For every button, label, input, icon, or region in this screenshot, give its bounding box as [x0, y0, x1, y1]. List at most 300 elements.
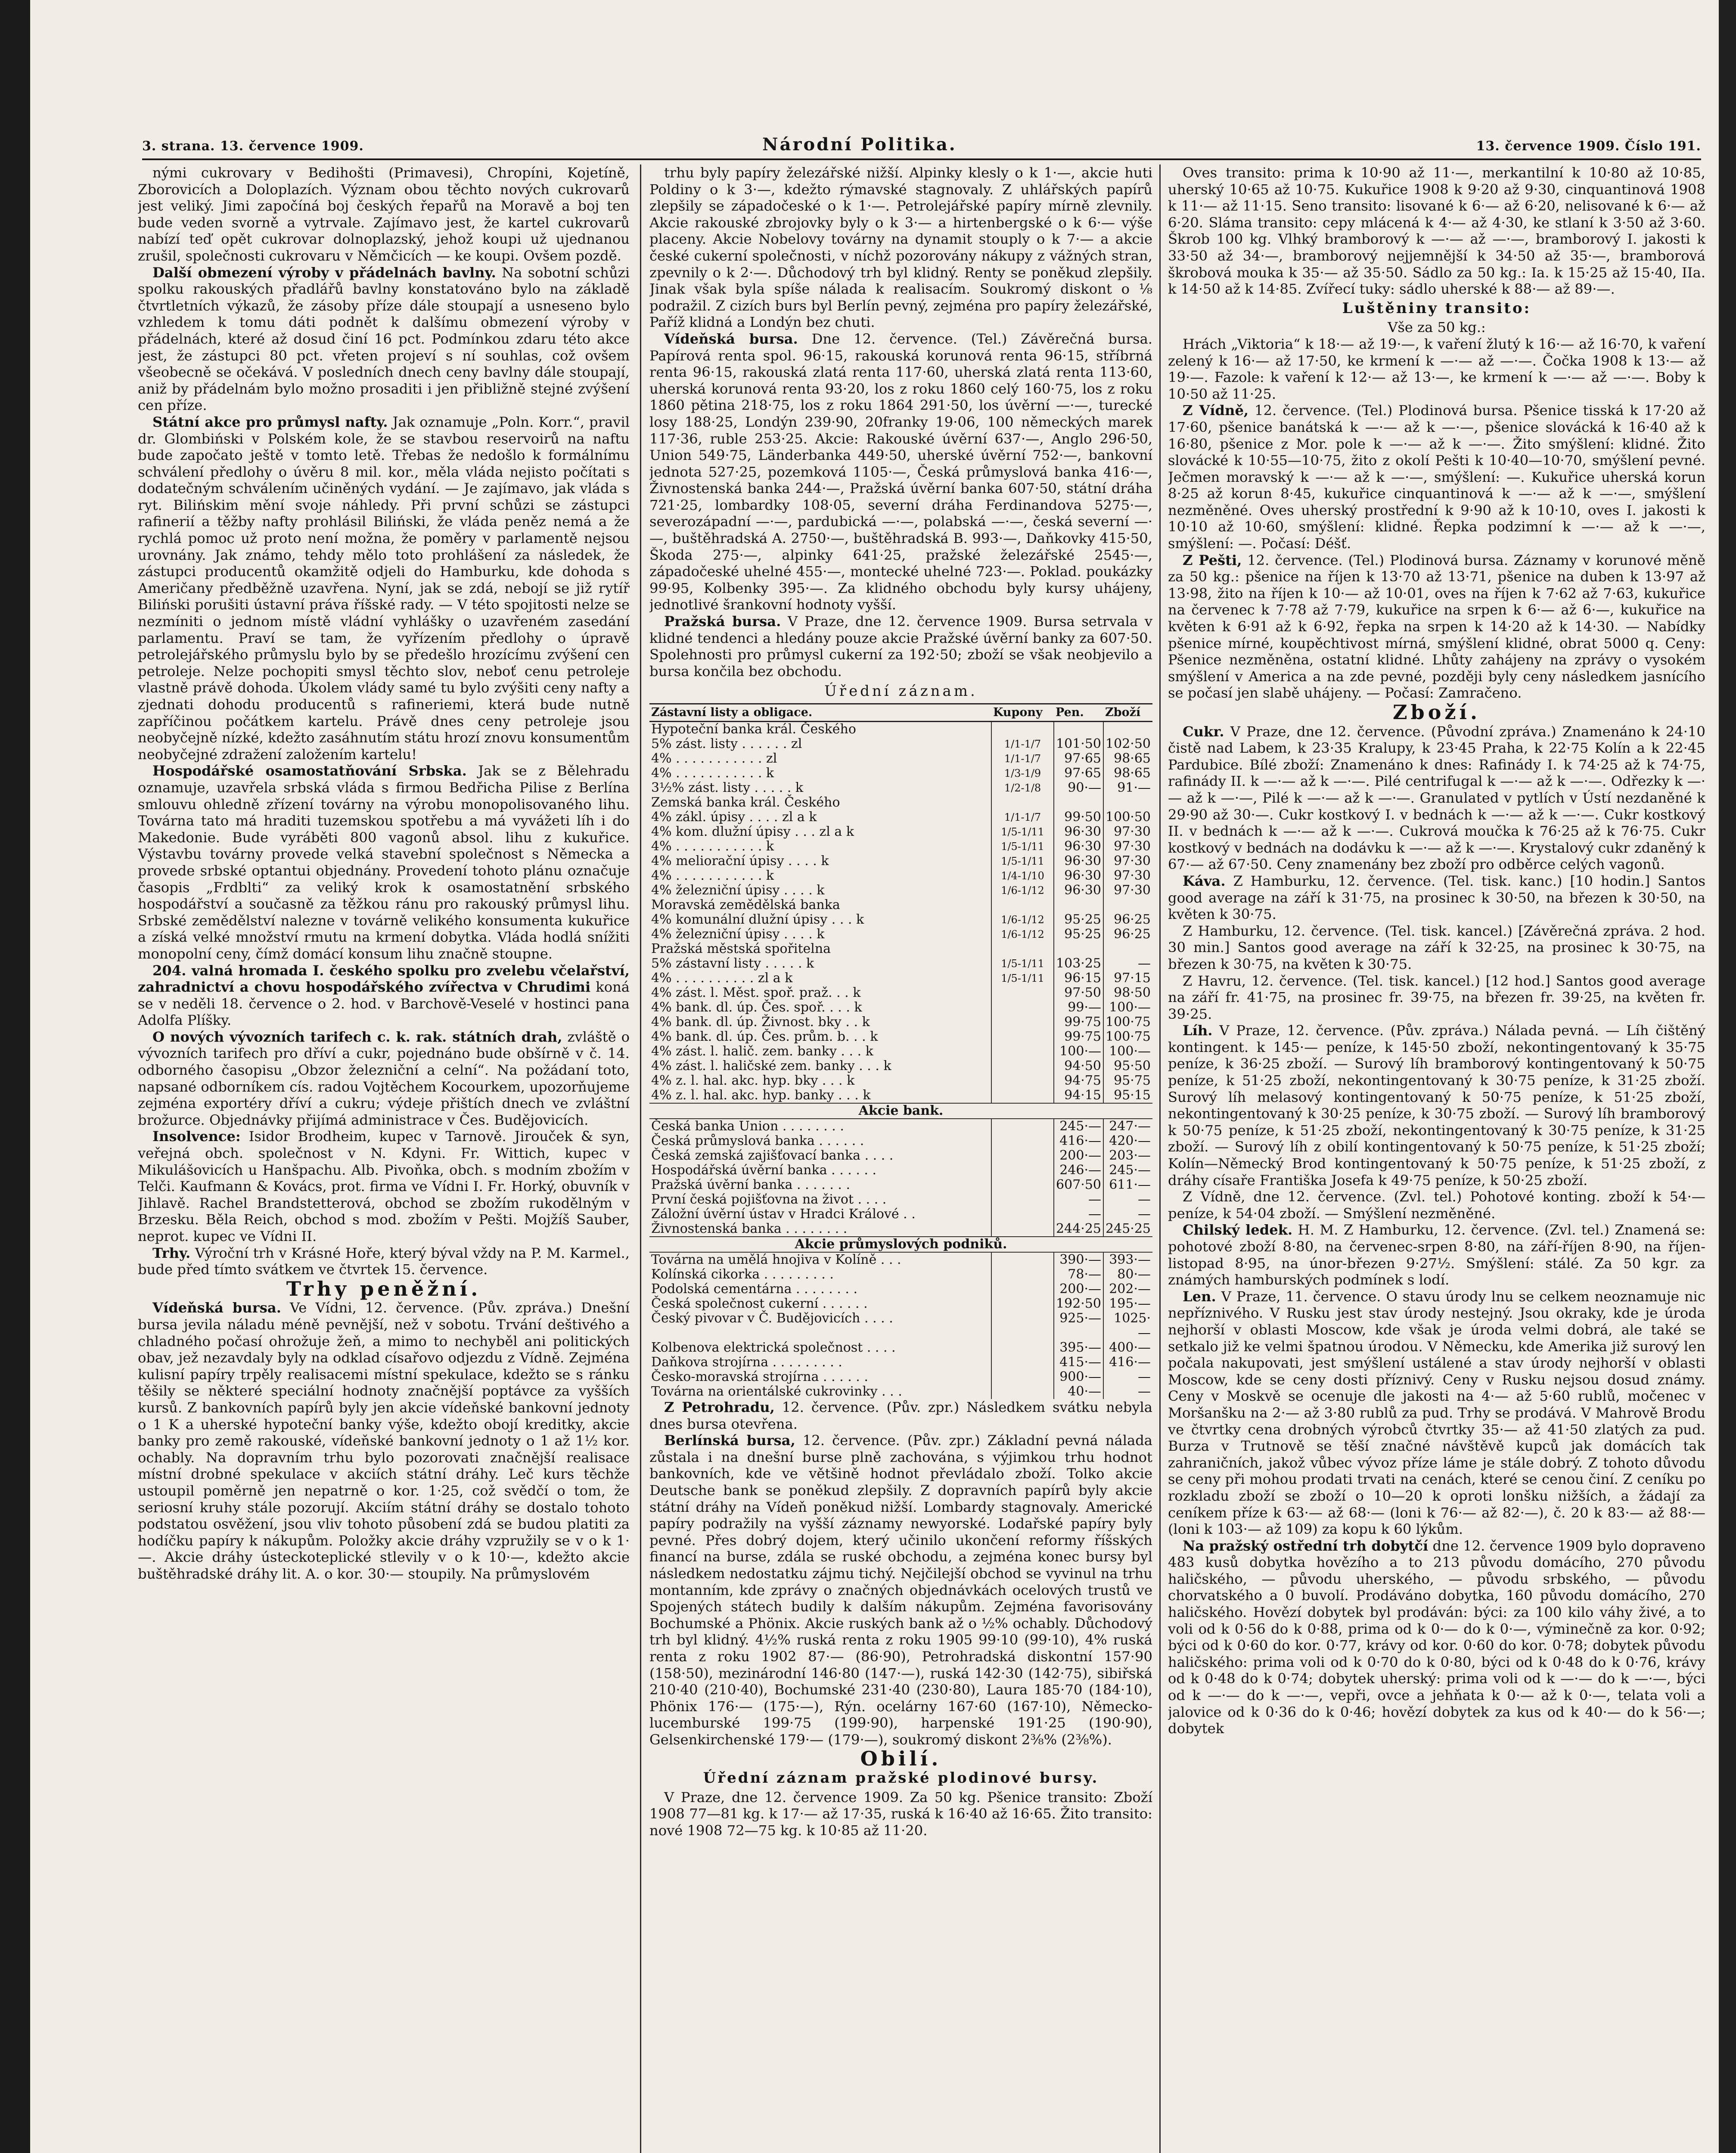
- bid-price-cell: 900·—: [1054, 1370, 1103, 1384]
- ask-price-cell: 96·25: [1103, 927, 1152, 942]
- table-row: [649, 971, 1152, 986]
- ask-price-cell: 97·30: [1103, 825, 1152, 839]
- security-name-cell: Hospodářská úvěrní banka . . . . . .: [651, 1163, 877, 1178]
- table-header-cell: Zástavní listy a obligace.: [649, 704, 991, 722]
- coupon-cell: [991, 1178, 1054, 1192]
- article-body: Jak oznamuje „Poln. Korr.“, pravil dr. Glombiński v Polském kole, že se stavbou reservoirů na naftu bude započato ještě v tomto letě. Třebas že nedošlo k formálnímu schválení předlohy o úvěru 8 mil. kor., měla vláda nejisto počítati s dodatečným schválením učiněných vydání. — Je zajímavo, jak vláda s ryt. Bilińskim mění svoje náhledy. Při první schůzi se zástupci rafinerií a těžby nafty prohlásil Biliński, že vláda peněz nemá a že rychlá pomoc už proto není možna, že poměry v parlamentě nejsou urovnány. Jak známo, tehdy mělo toto prohlášení za následek, že zástupci producentů okamžitě odjeli do Hamburku, kde dohoda s Američany předběžně uzavřena. Nyní, jak se zdá, nebojí se již rytíř Biliński porušiti ústavní práva říšské rady. — V této spojitosti nelze se nezmíniti o jednom místě vládní vyhlášky o uzavřeném zasedání parlamentu. Praví se tam, že vyřízením předlohy o úpravě petrolejářského průmyslu bylo by se předešlo hrozícímu zvýšení cen petroleje. Nelze pochopiti smysl těchto slov, neboť cenu petroleje vlastně právě dohoda. Úkolem vlády samé tu bylo zvýšiti ceny nafty a zjednati dohodu producentů s rafineriemi, která bude nutně zapříčinou počátkem kartelu. Právě dnes ceny petroleje jsou neobyčejně nízké, kdežto zasáhnutím státu hrozí znovu konsumentům neobyčejné zdražení založením kartelu!: [138, 413, 630, 763]
- bid-price-cell: [1054, 942, 1103, 956]
- coupon-cell: [991, 1207, 1054, 1222]
- table-row: [649, 869, 1152, 883]
- section-heading-obili: Obilí.: [860, 1747, 942, 1771]
- ask-price-cell: 80·—: [1103, 1267, 1152, 1282]
- coupon-cell: [991, 1163, 1054, 1178]
- ask-price-cell: 97·30: [1103, 883, 1152, 898]
- ask-price-cell: 102·50: [1103, 737, 1152, 751]
- bid-price-cell: 101·50: [1054, 737, 1103, 751]
- article-bavlna: [138, 264, 630, 414]
- coupon-cell: [991, 722, 1054, 737]
- article-lusteniny: Hrách „Viktoria“ k 18·— až 19·—, k vaření žlutý k 16·— až 16·70, k vaření zelený k 16·— až 17·50, ke krmení k —·— až —·—. Čočka 1908 k 13·— až 19·—. Fazole: k vaření k 12·— až 13·—, ke krmení k —·— až —·—. Boby k 10·50 až 11·25.: [1168, 335, 1705, 402]
- securities-table: [649, 703, 1152, 1399]
- bid-price-cell: —: [1054, 1192, 1103, 1207]
- table-row: [649, 898, 1152, 912]
- article-body: 12. července. (Pův. zpr.) Následkem svátku nebyla dnes bursa otevřena.: [649, 1399, 1152, 1432]
- ask-price-cell: 195·—: [1103, 1297, 1152, 1311]
- table-row: [649, 781, 1152, 795]
- coupon-cell: [991, 1282, 1054, 1297]
- table-row: [649, 1148, 1152, 1163]
- security-name-cell: 4% zást. l. Měst. spoř. praž. . . k: [651, 985, 861, 1000]
- article-insolvence: [138, 1128, 630, 1244]
- ask-price-cell: 416·—: [1103, 1355, 1152, 1370]
- table-row: [649, 1119, 1152, 1134]
- table-row: [649, 1207, 1152, 1222]
- article-chilsky-ledek: [1168, 1222, 1705, 1288]
- table-row: [649, 1355, 1152, 1370]
- security-name-cell: 4% zást. l. haličské zem. banky . . . k: [651, 1058, 891, 1073]
- column-divider: [640, 164, 641, 2153]
- coupon-cell: [991, 1015, 1054, 1030]
- coupon-cell: [991, 1073, 1054, 1088]
- table-row: [649, 1000, 1152, 1015]
- ask-price-cell: 97·30: [1103, 854, 1152, 869]
- coupon-cell: 1/6-1/12: [991, 912, 1054, 927]
- table-row: [649, 1384, 1152, 1399]
- ask-price-cell: 400·—: [1103, 1340, 1152, 1355]
- bid-price-cell: 246·—: [1054, 1163, 1103, 1178]
- article-obili: V Praze, dne 12. července 1909. Za 50 kg. Pšenice transito: Zboží 1908 77—81 kg. k 17·— až 17·35, ruská k 16·40 až 16·65. Žito transito: nové 1908 72—75 kg. k 10·85 až 11·20.: [649, 1789, 1152, 1839]
- security-name-cell: 4% zást. l. halič. zem. banky . . . k: [651, 1044, 873, 1059]
- table-row: [649, 854, 1152, 869]
- article-lih: [1168, 1022, 1705, 1188]
- column-3: [1168, 164, 1705, 2153]
- bid-price-cell: 416·—: [1054, 1134, 1103, 1148]
- article-body: Isidor Brodheim, kupec v Tarnově. Jirouček & syn, veřejná obch. společnost v N. Kdyni. Fr. Wittich, kupec v Mikulášovicích u Hanšpachu. Alb. Pivoňka, obch. s modním zbožím v Telči. Kaufmann & Kovács, prot. firma ve Vídni I. Fr. Horký, obuvník v Jihlavě. Rachel Brandstetterová, obchod se zbožím rukodělným v Brzesku. Běla Reich, obchod s mod. zbožím v Pešti. Mojžíš Sauber, neprot. kupec ve Vídni II.: [138, 1128, 630, 1244]
- article-dobytci-trh: [1168, 1538, 1705, 1737]
- ask-price-cell: 98·50: [1103, 986, 1152, 1000]
- ask-price-cell: [1103, 722, 1152, 737]
- table-row: [649, 737, 1152, 751]
- article-title: Káva.: [1183, 872, 1226, 889]
- security-name-cell: Továrna na orientálské cukrovinky . . .: [651, 1384, 902, 1399]
- security-name-cell: 4% železniční úpisy . . . . k: [651, 883, 825, 898]
- security-name-cell: Záložní úvěrní ústav v Hradci Králové . .: [651, 1207, 916, 1222]
- coupon-cell: [991, 1119, 1054, 1134]
- ask-price-cell: —: [1103, 1384, 1152, 1399]
- table-row: [649, 1134, 1152, 1148]
- newspaper-title: Národní Politika.: [762, 134, 957, 155]
- bid-price-cell: 244·25: [1054, 1222, 1103, 1237]
- table-row: [649, 1297, 1152, 1311]
- table-row: [649, 927, 1152, 942]
- bid-price-cell: [1054, 722, 1103, 737]
- ask-price-cell: 97·30: [1103, 869, 1152, 883]
- article-kava-havre: Z Havru, 12. července. (Tel. tisk. kancel.) [12 hod.] Santos good average na září fr. 41·75, na prosinec fr. 39·75, na březen fr. 39·25, na květen fr. 39·25.: [1168, 972, 1705, 1022]
- coupon-cell: [991, 1222, 1054, 1237]
- coupon-cell: [991, 795, 1054, 810]
- bid-price-cell: 99·75: [1054, 1015, 1103, 1030]
- ask-price-cell: [1103, 795, 1152, 810]
- article-body: Na sobotní schůzi spolku rakouských přadlářů bavlny konstatováno bylo na základě čtvrtletních výkazů, že zásoby příze dále stoupají a usneseno bylo vzhledem k tomu dáti podnět k dalšímu obmezení výroby v přádelnách, které až dosud činí 16 pct. Podmínkou zdaru této akce jest, že zástupci 80 pct. vřeten projeví s ní souhlas, což ovšem všeobecně se očekává. V posledních dnech ceny bavlny dále stoupají, aniž by přádelnám bylo možno prosaditi i jen přibližně stejné zvýšení cen příze.: [138, 264, 630, 414]
- bid-price-cell: 415·—: [1054, 1355, 1103, 1370]
- security-name-cell: Pražská úvěrní banka . . . . . . .: [651, 1177, 851, 1192]
- article-title: Líh.: [1183, 1022, 1213, 1039]
- ask-price-cell: 100·50: [1103, 810, 1152, 825]
- ask-price-cell: —: [1103, 1207, 1152, 1222]
- coupon-cell: [991, 1192, 1054, 1207]
- security-name-cell: 4% bank. dl. úp. Živnost. bky . . k: [651, 1014, 870, 1030]
- bid-price-cell: 96·15: [1054, 971, 1103, 986]
- coupon-cell: [991, 1044, 1054, 1059]
- bid-price-cell: 395·—: [1054, 1340, 1103, 1355]
- security-name-cell: Česká banka Union . . . . . . . .: [651, 1119, 844, 1134]
- security-name-cell: Česká průmyslová banka . . . . . .: [651, 1133, 864, 1148]
- article-title: Hospodářské osamostatňování Srbska.: [152, 763, 467, 779]
- security-name-cell: 4% bank. dl. úp. Čes. spoř. . . . k: [651, 1000, 862, 1015]
- coupon-cell: 1/5-1/11: [991, 825, 1054, 839]
- security-name-cell: Továrna na umělá hnojiva v Kolíně . . .: [651, 1252, 901, 1267]
- security-name-cell: První česká pojišťovna na život . . . .: [651, 1192, 887, 1207]
- bid-price-cell: 100·—: [1054, 1044, 1103, 1059]
- bid-price-cell: 99·75: [1054, 1030, 1103, 1044]
- ask-price-cell: —: [1103, 1370, 1152, 1384]
- column-1: [138, 164, 630, 2153]
- article-body: 12. července. (Tel.) Plodinová bursa. Záznamy v korunové měně za 50 kg.: pšenice na říjen k 13·70 až 13·71, pšenice na duben k 13·97 až 13·98, žito na říjen k 10·— až 10·01, oves na říjen k 7·62 až 7·63, kukuřice na červenec k 7·78 až 7·79, kukuřice na srpen k 6·— až 6·—, kukuřice na květen k 6·91 až k 6·92, řepka na srpen k 14·20 až k 14·30. — Nabídky pšenice mírné, koupěchtivost mírná, smýšlení klidné, obrat 5000 q. Ceny: Pšenice nezměněna, ostatní klidné. Lhůty zahájeny na zprávy o vysokém smýšlení v America a na zde pevné, později byly ceny následkem jasnícího se počasí jen slabě uhájeny. — Počasí: Zamračeno.: [1168, 552, 1705, 701]
- article-body: zvláště o vývozních tarifech pro dříví a cukr, pojednáno bude obšírně v č. 14. odborného časopisu „Obzor železniční a celní“. Na požádaní toto, napsané odborníkem cís. radou Vojtěchem Kocourkem, upozorňujeme zejména exportéry dříví a cukru; výdeje přištích dnech ve zvláštní brožurce. Objednávky přijímá administrace v Čes. Budějovicích.: [138, 1028, 630, 1128]
- bid-price-cell: 96·30: [1054, 869, 1103, 883]
- security-name-cell: Kolínská cikorka . . . . . . . . .: [651, 1267, 834, 1282]
- table-row: [649, 1103, 1152, 1119]
- table-row: [649, 1192, 1152, 1207]
- bid-price-cell: 103·25: [1054, 956, 1103, 971]
- coupon-cell: 1/1-1/7: [991, 751, 1054, 766]
- article-body: dne 12. července 1909 bylo dopraveno 483 kusů dobytka hovězího a to 213 původu domácího, 270 původu haličského, — původu uherského, — původu srbského, — původu chorvatského a 0 buvolí. Prodáváno dobytka, 160 původu domácího, 270 haličského. Hovězí dobytek byl prodáván: býci: za 100 kilo váhy živé, a to voli od k 0·56 do k 0·88, prima od k 0·— do k 0·—, výminečně za kor. 0·92; býci od k 0·60 do kor. 0·77, krávy od kor. 0·60 do kor. 0·78; dobytek původu haličského: prima voli od k 0·70 do k 0·80, býci od k 0·48 do k 0·76, krávy od k 0·48 do k 0·74; dobytek uherský: prima voli od k —·— do k —·—, býci od k —·— do k —·—, vepři, ovce a jehňata k 0·— až k 0·—, telata voli a jalovice od k 0·36 do k 0·46; hovězí dobytek za kus od k 40·— do k 56·—; dobytek: [1168, 1537, 1705, 1737]
- ask-price-cell: 245·—: [1103, 1163, 1152, 1178]
- article-title: Vídeňská bursa.: [152, 1300, 281, 1316]
- table-row: [649, 1222, 1152, 1237]
- coupon-cell: 1/2-1/8: [991, 781, 1054, 795]
- security-name-cell: Kolbenova elektrická společnost . . . .: [651, 1340, 896, 1355]
- security-name-cell: 4% . . . . . . . . . . . k: [651, 839, 774, 854]
- ask-price-cell: 97·30: [1103, 839, 1152, 854]
- security-name-cell: Pražská městská spořitelna: [651, 941, 831, 956]
- ask-price-cell: 420·—: [1103, 1134, 1152, 1148]
- table-row: [649, 795, 1152, 810]
- security-name-cell: Hypoteční banka král. Českého: [651, 722, 856, 737]
- bid-price-cell: 78·—: [1054, 1267, 1103, 1282]
- security-name-cell: Podolská cementárna . . . . . . . .: [651, 1281, 858, 1297]
- security-name-cell: 4% . . . . . . . . . . . k: [651, 868, 774, 883]
- security-name-cell: Česká společnost cukerní . . . . . .: [651, 1296, 868, 1311]
- coupon-cell: [991, 986, 1054, 1000]
- coupon-cell: [991, 1370, 1054, 1384]
- coupon-cell: 1/4-1/10: [991, 869, 1054, 883]
- ask-price-cell: —: [1103, 956, 1152, 971]
- bid-price-cell: 97·50: [1054, 986, 1103, 1000]
- table-row: [649, 839, 1152, 854]
- ask-price-cell: 96·25: [1103, 912, 1152, 927]
- table-row: [649, 810, 1152, 825]
- bid-price-cell: 390·—: [1054, 1252, 1103, 1267]
- coupon-cell: 1/3-1/9: [991, 766, 1054, 781]
- bid-price-cell: 96·30: [1054, 854, 1103, 869]
- security-name-cell: 4% zákl. úpisy . . . . zl a k: [651, 810, 817, 825]
- table-section-heading: Akcie průmyslových podniků.: [649, 1237, 1152, 1252]
- table-row: [649, 1282, 1152, 1297]
- article-valna-hromada: [138, 962, 630, 1029]
- article-title: Z Vídně,: [1183, 402, 1249, 419]
- security-name-cell: Česká zemská zajišťovací banka . . . .: [651, 1148, 894, 1163]
- security-name-cell: 4% z. l. hal. akc. hyp. bky . . . k: [651, 1073, 855, 1088]
- article-body: Dne 12. července. (Tel.) Závěrečná bursa. Papírová renta spol. 96·15, rakouská korunová renta 96·15, stříbrná renta 96·15, rakouská zlatá renta 117·60, uherská zlatá renta 113·60, uherská korunová renta 93·20, los z roku 1860 celý 160·75, los z roku 1860 pětina 218·75, los z roku 1864 291·50, los úvěrní —·—, turecké losy 188·25, Londýn 239·90, 20franky 19·06, 100 německých marek 117·36, ruble 253·25. Akcie: Rakouské úvěrní 637·—, Anglo 296·50, Union 549·75, Länderbanka 449·50, uherské úvěrní 752·—, bankovní jednota 527·25, pozemková 1105·—, Česká průmyslová banka 416·—, Živnostenská banka 244·—, Pražská úvěrní banka 607·50, státní dráha 721·25, lombardky 108·05, severní dráha Ferdinandova 5275·—, severozápadní —·—, pardubická —·—, polabská —·—, česká severní —·—, buštěhradská A. 2750·—, buštěhradská B. 993·—, Daňkovky 415·50, Škoda 275·—, alpinky 641·25, pražské železářské 2545·—, západočeské uhelné 455·—, montecké uhelné 723·—. Poklad. poukázky 99·95, Kolbenky 395·—. Za klidného obchodu byly kursy uhájeny, jednotlivé šrankovní hodnoty vyšší.: [649, 330, 1152, 613]
- bid-price-cell: 200·—: [1054, 1282, 1103, 1297]
- coupon-cell: [991, 898, 1054, 912]
- article-petrohrad: [649, 1399, 1152, 1432]
- ask-price-cell: 202·—: [1103, 1282, 1152, 1297]
- ask-price-cell: 95·50: [1103, 1059, 1152, 1073]
- ask-price-cell: 100·75: [1103, 1015, 1152, 1030]
- article-title: Státní akce pro průmysl nafty.: [152, 413, 388, 430]
- coupon-cell: [991, 1311, 1054, 1340]
- ask-price-cell: 95·15: [1103, 1088, 1152, 1103]
- article-z-vidne: [1168, 402, 1705, 552]
- coupon-cell: [991, 1148, 1054, 1163]
- article-lih-viden: Z Vídně, dne 12. července. (Zvl. tel.) Pohotové konting. zboží k 54·— peníze, k 54·04 zboží. — Smýšlení nezměněné.: [1168, 1188, 1705, 1222]
- article-title: O nových vývozních tarifech c. k. rak. státních drah,: [152, 1028, 562, 1045]
- table-row: [649, 912, 1152, 927]
- coupon-cell: [991, 1134, 1054, 1148]
- ask-price-cell: [1103, 942, 1152, 956]
- ask-price-cell: 97·15: [1103, 971, 1152, 986]
- ask-price-cell: 611·—: [1103, 1178, 1152, 1192]
- article-title: Z Pešti,: [1183, 552, 1242, 568]
- article-oves-transito: Oves transito: prima k 10·90 až 11·—, merkantilní k 10·80 až 10·85, uherský 10·65 až 10·75. Kukuřice 1908 k 9·20 až 9·30, cinquantinová 1908 k 11·— až 11·15. Seno transito: lisované k 6·— až 6·20, nelisované k 6·— až 6·20. Sláma transito: cepy mlácená k 4·— až 4·30, ke stlaní k 3·50 až 3·60. Škrob 100 kg. Vlhký bramborový k —·— až —·—, bramborový I. jakosti k 33·50 až 34·—, bramborový nejjemnější k 34·50 až 35·—, bramborová škrobová mouka k 35·— až 35·50. Sádlo za 50 kg.: Ia. k 15·25 až 15·40, IIa. k 14·50 až k 14·85. Zvířecí tuky: sádlo uherské k 88·— až 89·—.: [1168, 164, 1705, 298]
- coupon-cell: [991, 1267, 1054, 1282]
- coupon-cell: 1/5-1/11: [991, 839, 1054, 854]
- table-row: [649, 1044, 1152, 1059]
- article-nafta: [138, 414, 630, 763]
- article-title: 204. valná hromada I. českého spolku pro zvelebu včelařství, zahradnictví a chovu hospodářského zvířectva v Chrudimi: [138, 962, 630, 996]
- subheading-lusteniny: Luštěniny transito:: [1342, 299, 1531, 317]
- article-body: V Praze, 11. července. O stavu úrody lnu se celkem neoznamuje nic nepříznivého. V Rusku jest stav úrody nestejný. Jsou okraky, kde je úroda nejhorší v oblasti Moscow, kde však je úroda velmi dobrá, ale také se setkalo již ke velmi špatnou úrodou. V Německu, kde Amerika již surový len počala nakupovati, jest smýšlení ustálené a stav úrody nejhorší v oblasti Moscow, kde se ceny dosti příznivý. Ceny v Rusku nejsou dosud známy. Ceny v Moskvě se ocenuje dle jakosti na 4·— až 5·60 rublů, močenec v Moršanšku na 2·— až 3·80 rublů za pud. Trhy se prodává. V Mahrově Brodu ve čtvrtky cena drobných výrobců čtvrtky 35·— až 41·50 zlatých za pud. Burza v Trutnově se těší značné návštěvě kupců jak domácích tak zahraničních, jakož vůbec vývoz příze láme je stále dobrý. Z tohoto důvodu se ceny při mohou prodati trvati na cenách, které se cenou činí. Z ceníku po rozkladu zboží se zboží o 10—20 k oproti lonšku nižších, a žádají za ceníkem příze k 63·— až 68·— (loni k 76·— až 82·—), č. 20 k 83·— až 88·— (loni k 103·— až 109) za kopu k 60 lýkům.: [1168, 1288, 1705, 1538]
- security-name-cell: 5% zást. listy . . . . . . zl: [651, 736, 802, 751]
- table-row: [649, 722, 1152, 737]
- ask-price-cell: 245·25: [1103, 1222, 1152, 1237]
- coupon-cell: 1/1-1/7: [991, 737, 1054, 751]
- article-body: Výroční trh v Krásné Hoře, který býval vždy na P. M. Karmel., bude před tímto svátkem ve čtvrtek 15. července.: [138, 1244, 630, 1278]
- security-name-cell: 4% komunální dlužní úpisy . . . k: [651, 912, 864, 927]
- security-name-cell: Živnostenská banka . . . . . . . .: [651, 1221, 848, 1236]
- article-tarify: [138, 1029, 630, 1129]
- article-title: Vídeňská bursa.: [664, 330, 798, 347]
- bid-price-cell: —: [1054, 1207, 1103, 1222]
- header-date-left: 3. strana. 13. července 1909.: [142, 139, 364, 154]
- article-trhy: [138, 1245, 630, 1278]
- bid-price-cell: 96·30: [1054, 883, 1103, 898]
- bid-price-cell: [1054, 795, 1103, 810]
- article-body: V Praze, dne 12. července. (Původní zpráva.) Znamenáno k 24·10 čistě nad Labem, k 23·35 Kralupy, k 23·45 Praha, k 22·75 Kolín a k 22·45 Pardubice. Bílé zboží: Znamenáno k dnes: Rafinády I. k 74·25 až k 74·75, rafinády II. k —·— až k —·—. Pilé centrifugal k —·— až k —·—. Odřezky k —·— až k —·—, Pilé k —·— až k —·—. Granulated v pytlích v Ústí nezdaněné k 29·90 až 30·—. Cukr kostkový I. v bednách k —·— až k —·—. Cukr kostkový II. v bednách k —·— až k —·—. Cukrová moučka k 76·25 až k 76·75. Cukr kostkový v bednách na dodávku k —·— až k —·—. Krystalový cukr zdaněný k 67·— až 67·50. Ceny znamenány bez zboží pro odběrce celých vagonů.: [1168, 723, 1705, 873]
- subheading-plodinova-bursa: Úřední záznam pražské plodinové bursy.: [703, 1769, 1099, 1787]
- table-row: [649, 825, 1152, 839]
- table-row: [649, 1088, 1152, 1103]
- security-name-cell: Český pivovar v Č. Budějovicích . . . .: [651, 1311, 893, 1326]
- ask-price-cell: [1103, 898, 1152, 912]
- table-row: [649, 1030, 1152, 1044]
- bid-price-cell: 192·50: [1054, 1297, 1103, 1311]
- ask-price-cell: 203·—: [1103, 1148, 1152, 1163]
- security-name-cell: 4% . . . . . . . . . . . zl: [651, 751, 777, 766]
- ask-price-cell: 98·65: [1103, 751, 1152, 766]
- ask-price-cell: 247·—: [1103, 1119, 1152, 1134]
- security-name-cell: 4% z. l. hal. akc. hyp. banky . . . k: [651, 1088, 871, 1103]
- article-berlinska-bursa: [649, 1432, 1152, 1748]
- article-body: 12. července. (Pův. zpr.) Základní pevná nálada zůstala i na dnešní burse plně zachována, s výjimkou trhu hodnot bankovních, kde ve většině hodnot převládalo zboží. Tolko akcie Deutsche bank se poněkud zlepšily. Z dopravních papírů byly akcie státní dráhy na Vídeň poněkud nižší. Lombardy stagnovaly. Americké papíry podražily na vyšší záznamy newyorské. Lodařské papíry byly pevné. Přes dobrý dojem, který učinilo ukončení reformy říšských financí na burse, zdála se ruské obchodu, a zejména konec bursy byl následkem nedostatku zájmu tichý. Nejčilejší obchod se vyvinul na trhu montanním, kde zprávy o značných objednávkách ocelových trustů ve Spojených státech budily k dalším nákupům. Zejména favorisovány Bochumské a Phönix. Akcie ruských bank až o ½% ochably. Důchodový trh byl klidný. 4½% ruská renta z roku 1905 99·10 (99·10), 4% ruská renta z roku 1902 87·— (86·90), Petrohradská diskontní 157·90 (158·50), mezinárodní 146·80 (147·—), ruská 142·30 (142·75), sibiřská 210·40 (210·40), Bochumské 231·40 (230·80), Laura 185·70 (184·10), Phönix 176·— (175·—), Rýn. ocelárny 167·60 (167·10), Německo-lucemburské 199·75 (199·90), harpenské 191·25 (190·90), Gelsenkirchenské 179·— (179·—), soukromý diskont 2⅜% (2⅜%).: [649, 1432, 1152, 1748]
- table-row: [649, 1311, 1152, 1340]
- ask-price-cell: 95·75: [1103, 1073, 1152, 1088]
- article-title: Na pražský ostřední trh dobytčí: [1183, 1537, 1429, 1554]
- coupon-cell: [991, 1384, 1054, 1399]
- coupon-cell: [991, 1340, 1054, 1355]
- coupon-cell: [991, 1252, 1054, 1267]
- table-row: [649, 766, 1152, 781]
- coupon-cell: 1/6-1/12: [991, 883, 1054, 898]
- bid-price-cell: 99·50: [1054, 810, 1103, 825]
- ask-price-cell: 1025·—: [1103, 1311, 1152, 1340]
- article-body: H. M. Z Hamburku, 12. července. (Zvl. tel.) Znamená se: pohotové zboží 8·80, na červenec-srpen 8·80, na září-říjen 8·90, na říjen-listopad 8·95, na únor-březen 9·27½. Smýšlení: stálé. Za 50 kgr. za známých hamburských podmínek s lodí.: [1168, 1222, 1705, 1288]
- table-row: [649, 1163, 1152, 1178]
- coupon-cell: 1/6-1/12: [991, 927, 1054, 942]
- section-heading-zbozi: Zboží.: [1392, 701, 1481, 724]
- article-prumyslovy-trh: trhu byly papíry železářské nižší. Alpinky klesly o k 1·—, akcie huti Poldiny o k 3·—, kdežto rýmavské stagnovaly. Z uhlářských papírů zlepšily se západočeské o k 1·—. Petrolejářské papíry mírně zlevnily. Akcie rakouské zbrojovky byly o k 3·— a hirtenbergské o k 6·— výše placeny. Akcie Nobelovy továrny na dynamit stouply o k 7·— a akcie české cukerní společnosti, v níchž pozorovány nákupy z vážných stran, zpevnily o k 2·—. Důchodový trh byl klidný. Renty se poněkud zlepšily. Jinak však byla spíše nálada k realisacím. Soukromý diskont o ⅛ podražil. Z cizích burs byl Berlín pevný, zejména pro papíry železářské, Paříž klidná a Londýn bez chuti.: [649, 164, 1152, 331]
- article-videnska-zaverecna: [649, 331, 1152, 613]
- coupon-cell: 1/5-1/11: [991, 956, 1054, 971]
- bid-price-cell: 925·—: [1054, 1311, 1103, 1340]
- table-row: [649, 1059, 1152, 1073]
- article-title: Z Petrohradu,: [664, 1399, 775, 1415]
- article-title: Insolvence:: [152, 1128, 241, 1145]
- bid-price-cell: 96·30: [1054, 839, 1103, 854]
- table-row: [649, 1267, 1152, 1282]
- article-body: 12. července. (Tel.) Plodinová bursa. Pšenice tisská k 17·20 až 17·60, pšenice banátská k —·— až k —·—, pšenice slovácká k 16·40 až k 16·80, pšenice z Mor. pole k —·— až k —·—. Žito smýšlení: klidné. Žito slovácké k 10·55—10·75, žito z okolí Pešti k 10·40—10·70, smýšlení pevné. Ječmen moravský k —·— až k —·—, smýšlení: —. Kukuřice uherská korun 8·25 až korun 8·45, kukuřice cinquantinová k —·— až k —·—, smýšlení nezměněné. Oves uherský prostřední k 9·90 až k 10·10, oves I. jakosti k 10·10 až 10·60, smýšlení: klidné. Řepka podzimní k —·— až k —·—, smýšlení: —. Počasí: Déšť.: [1168, 402, 1705, 552]
- column-2: [649, 164, 1152, 2153]
- table-row: [649, 1340, 1152, 1355]
- scan-border-right: [1719, 0, 1736, 2153]
- bid-price-cell: 94·50: [1054, 1059, 1103, 1073]
- section-heading-trhy-penezni: Trhy peněžní.: [286, 1277, 481, 1300]
- table-row: [649, 1015, 1152, 1030]
- coupon-cell: [991, 1088, 1054, 1103]
- article-srbsko: [138, 763, 630, 962]
- table-row: [649, 942, 1152, 956]
- coupon-cell: 1/5-1/11: [991, 854, 1054, 869]
- security-name-cell: Daňkova strojírna . . . . . . . . .: [651, 1355, 842, 1370]
- article-title: Chilský ledek.: [1183, 1222, 1293, 1238]
- article-body: Jak se z Bělehradu oznamuje, uzavřela srbská vláda s firmou Bedřicha Pilise z Berlína smlouvu ohledně zřízení továrny na výrobu monopolisovaného lihu. Továrna tato má hraditi tuzemskou spotřebu a má vyvážeti líh i do Makedonie. Bude vyráběti 800 vagonů absol. lihu z kukuřice. Výstavbu továrny provede velká stavební společnost s Německa a provede srbské optantui objednány. Provedení tohoto plánu označuje časopis „Frdblti“ za veliký krok k osamostatnění srbského hospodářství a současně za těžkou ránu pro rakouský průmysl lihu. Srbské zemědělství nalezne v továrně velikého konsumenta kukuřice a získá velké množství rmutu na krmení dobytka. Vláda hodlá snížiti monopolní ceny, čímž domácí konsum lihu značně stoupne.: [138, 763, 630, 962]
- article-title: Cukr.: [1183, 723, 1224, 740]
- page-header: [142, 134, 1701, 160]
- article-title: Pražská bursa.: [664, 613, 781, 630]
- article-title: Trhy.: [152, 1244, 191, 1261]
- security-name-cell: Zemská banka král. Českého: [651, 795, 840, 810]
- ask-price-cell: —: [1103, 1192, 1152, 1207]
- coupon-cell: [991, 942, 1054, 956]
- bid-price-cell: 245·—: [1054, 1119, 1103, 1134]
- bid-price-cell: 40·—: [1054, 1384, 1103, 1399]
- bid-price-cell: 95·25: [1054, 927, 1103, 942]
- ask-price-cell: 91·—: [1103, 781, 1152, 795]
- article-kava-hamburk: Z Hamburku, 12. července. (Tel. tisk. kancel.) [Závěrečná zpráva. 2 hod. 30 min.] Santos good average na září k 32·25, na prosinec k 30·75, na březen k 30·75, na květen k 30·75.: [1168, 922, 1705, 972]
- table-header-cell: Kupony: [991, 704, 1054, 722]
- bid-price-cell: 94·15: [1054, 1088, 1103, 1103]
- security-name-cell: Česko-moravská strojírna . . . . . .: [651, 1369, 868, 1384]
- coupon-cell: [991, 1297, 1054, 1311]
- article-title: Len.: [1183, 1288, 1216, 1305]
- ask-price-cell: 393·—: [1103, 1252, 1152, 1267]
- article-title: Berlínská bursa,: [664, 1432, 795, 1449]
- bid-price-cell: 95·25: [1054, 912, 1103, 927]
- scan-border-left: [0, 0, 30, 2153]
- article-kava: [1168, 873, 1705, 923]
- ask-price-cell: 100·75: [1103, 1030, 1152, 1044]
- bid-price-cell: 200·—: [1054, 1148, 1103, 1163]
- article-len: [1168, 1288, 1705, 1538]
- article-body: Z Hamburku, 12. července. (Tel. tisk. kanc.) [10 hodin.] Santos good average na září k 31·75, na prosinec k 30·50, na březen k 30·50, na květen k 30·75.: [1168, 872, 1705, 923]
- coupon-cell: [991, 1030, 1054, 1044]
- coupon-cell: [991, 1355, 1054, 1370]
- table-row: [649, 956, 1152, 971]
- article-z-pesti: [1168, 552, 1705, 701]
- article-body: koná se v neděli 18. července o 2. hod. v Barchově-Veselé v hostinci pana Adolfa Plíšky.: [138, 979, 630, 1029]
- article-cukrovary: nými cukrovary v Bedihošti (Primavesi), Chropíni, Kojetíně, Zborovicích a Doloplazích. Význam obou těchto nových cukrovarů jest veliký. Jimi započíná boj českých řepařů na Moravě a boj ten bude veden svorně a vytrvale. Zajímavo jest, že kartel cukrovarů nabízí teď opět cukrovar dolnoplazský, jehož koupi už ujednanou zrušil, společnosti cukrovaru v Němčicích — ke koupi. Ovšem pozdě.: [138, 164, 630, 264]
- bid-price-cell: [1054, 898, 1103, 912]
- article-prazska-bursa: [649, 613, 1152, 679]
- table-row: [649, 1237, 1152, 1252]
- article-body: V Praze, 12. července. (Pův. zpráva.) Nálada pevná. — Líh čištěný kontingent. k 145·— peníze, k 145·50 zboží, nekontingentovaný k 35·75 peníze, k 36·25 zboží. — Surový líh bramborový kontingentovaný k 50·75 peníze, k 51·25 zboží, nekontingentovaný k 30·75 peníze, k 31·25 zboží. Surový líh melasový kontingentovaný k 50·75 peníze, k 51·25 zboží, nekontingentovaný k 30·25 peníze, k 30·75 zboží. — Surový líh bramborový k 50·75 peníze, k 51·25 zboží, nekontingentovaný k 30·75 peníze, k 31·25 zboží. — Surový líh z obilí kontingentovaný k 50·75 peníze, k 51·25 zboží; Kolín—Německý Brod kontingentovaný k 50·75 peníze, k 51·25 zboží, z dráhy císaře Františka Josefa k 49·75 peníze, k 50·25 zboží.: [1168, 1022, 1705, 1188]
- table-header-cell: Pen.: [1054, 704, 1103, 722]
- bid-price-cell: 94·75: [1054, 1073, 1103, 1088]
- security-name-cell: 3½% zást. listy . . . . . k: [651, 780, 804, 795]
- subtitle-uredni-zaznam: Úřední záznam.: [824, 683, 978, 700]
- subheading-lusteniny-unit: Vše za 50 kg.:: [1388, 319, 1486, 336]
- article-cukr: [1168, 723, 1705, 873]
- security-name-cell: 4% kom. dlužní úpisy . . . zl a k: [651, 824, 854, 839]
- table-section-heading: Akcie bank.: [649, 1103, 1152, 1119]
- bid-price-cell: 99·—: [1054, 1000, 1103, 1015]
- article-body: V Praze, dne 12. července 1909. Bursa setrvala v klidné tendenci a hledány pouze akcie Pražské úvěrní banky za 607·50. Spolehnosti pro průmysl cukerní za 192·50; zboží se však neobjevilo a bursa končila bez obchodu.: [649, 613, 1152, 679]
- ask-price-cell: 98·65: [1103, 766, 1152, 781]
- table-row: [649, 1073, 1152, 1088]
- table-row: [649, 883, 1152, 898]
- bid-price-cell: 97·65: [1054, 751, 1103, 766]
- bid-price-cell: 607·50: [1054, 1178, 1103, 1192]
- table-row: [649, 1178, 1152, 1192]
- bid-price-cell: 96·30: [1054, 825, 1103, 839]
- table-row: [649, 986, 1152, 1000]
- article-body: Ve Vídni, 12. července. (Pův. zpráva.) Dnešní bursa jevila náladu méně pevnější, než v sobotu. Trvání deštivého a chladného počasí ohrožuje žeň, a mimo to nechyběl ani politických obav, jež nezavdaly byly na odklad císařovo odjezdu z Vídně. Zejména kulisní papíry trpěly realisacemi místní spekulace, kdežto se s ránku těšily se některé speciální hodnoty značnější poptávce za vyšších kursů. Z bankovních papírů byly jen akcie vídeňské bankovní jednoty o 1 K a uherské hypoteční banky výše, kdežto obojí kreditky, akcie banky pro země rakouské, vídeňské bankovní jednoty o 1 až 1½ kor. ochably. Na dopravním trhu bylo pozorovati značnější realisace místní drobné spekulace v akciích státní dráhy. Leč kurs těchže ustoupil poměrně jen nepatrně o kor. 1·25, což svědčí o tom, že seriosní kruhy stále pozorují. Akciím státní dráhy se dostalo tohoto podstatou osvěžení, jsou vliv tohoto působení zdá se budou platiti za hodíčku papíry k nákupům. Položky akcie dráhy vzpružily se v o k 1·—. Akcie dráhy ústeckoteplické stlevily v o k 10·—, kdežto akcie buštěhradské dráhy lit. A. o kor. 30·— stoupily. Na průmyslovém: [138, 1300, 630, 1582]
- security-name-cell: Moravská zemědělská banka: [651, 897, 840, 912]
- table-header-cell: Zboží: [1103, 704, 1152, 722]
- security-name-cell: 4% . . . . . . . . . . zl a k: [651, 971, 793, 986]
- table-header-row: [649, 704, 1152, 722]
- table-row: [649, 1370, 1152, 1384]
- security-name-cell: 4% meliorační úpisy . . . . k: [651, 853, 829, 869]
- coupon-cell: [991, 1000, 1054, 1015]
- coupon-cell: 1/5-1/11: [991, 971, 1054, 986]
- bid-price-cell: 97·65: [1054, 766, 1103, 781]
- table-row: [649, 1252, 1152, 1267]
- ask-price-cell: 100·—: [1103, 1000, 1152, 1015]
- column-divider: [1159, 164, 1161, 2153]
- article-videnska-bursa: [138, 1300, 630, 1582]
